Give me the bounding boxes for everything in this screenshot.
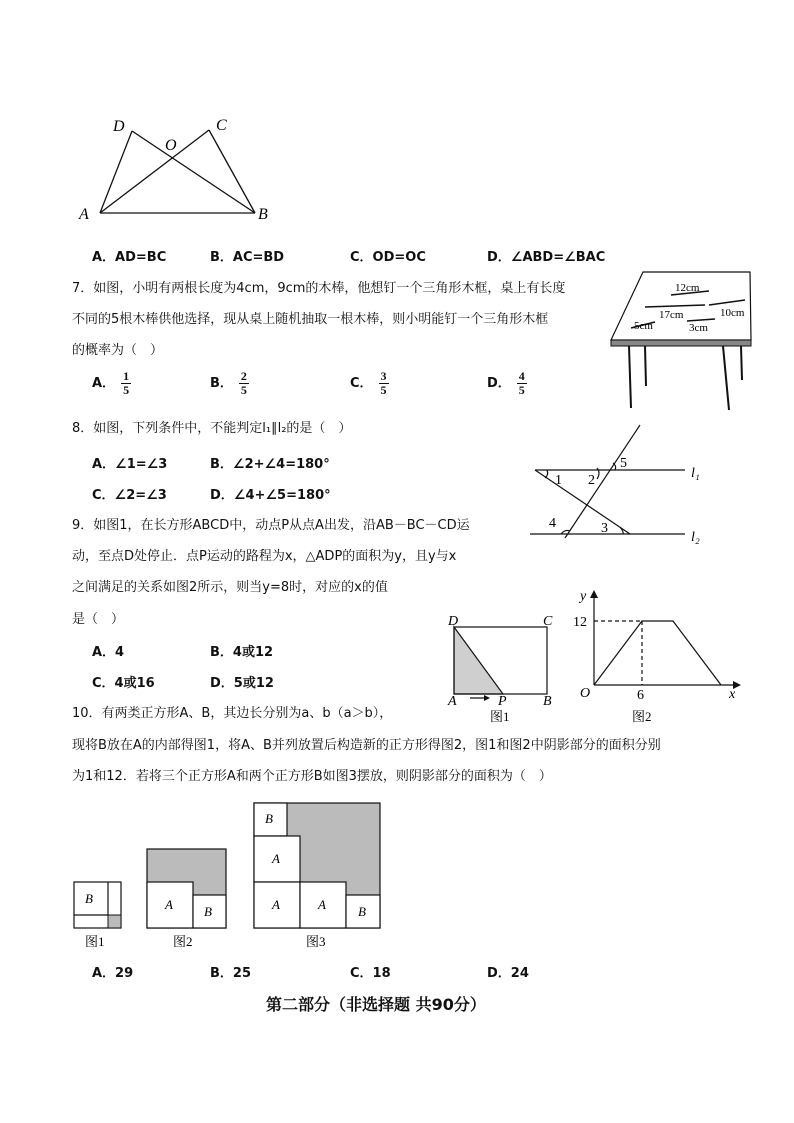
q9-stem-line2: 动，至点D处停止．点P运动的路程为x，△ADP的面积为y，且y与x [72,549,457,564]
q10-figure-3 [254,803,380,949]
q9-option-c[interactable]: C．4或16 [92,676,155,691]
q8-stem: 8．如图，下列条件中，不能判定l₁∥l₂的是（ ） [72,421,352,436]
fig2-square-A: A [165,897,173,912]
q7-option-d[interactable] [487,370,527,397]
axis-label-y: y [580,589,587,604]
angle-label-4: 4 [549,516,556,531]
fig3-square-A-right: A [318,897,326,912]
q9-stem-line3: 之间满足的关系如图2所示，则当y=8时，对应的x的值 [72,580,388,595]
q6-option-a[interactable]: A．AD=BC [92,250,167,265]
fig2-caption: 图2 [632,709,652,724]
q6-label-D: D [113,118,125,135]
fig2-square-B: B [204,904,212,919]
q7-table-figure [605,268,760,416]
q9-figure-2 [570,588,745,728]
fraction-numerator: 2 [240,369,247,383]
origin-label: O [580,686,591,701]
q7-option-d-letter: D． [487,376,511,391]
fraction-numerator: 1 [123,369,130,383]
fig1-caption: 图1 [490,709,510,724]
q8-option-a[interactable]: A．∠1=∠3 [92,457,168,472]
q6-label-C: C [216,117,227,134]
q6-option-d[interactable]: D．∠ABD=∠BAC [487,250,606,265]
q10-option-b[interactable]: B．25 [210,966,251,981]
q9-stem-line4: 是（ ） [72,612,125,627]
fig1-label-D: D [448,614,459,629]
q9-option-b[interactable]: B．4或12 [210,645,274,660]
q10-fig1-caption: 图1 [85,934,105,949]
q7-option-b[interactable] [210,370,249,397]
tick-label-6: 6 [637,688,644,703]
q7-option-d-fraction [517,370,527,397]
q7-option-c-letter: C． [350,376,373,391]
stick-label-17: 17cm [659,309,684,321]
fig3-square-B-top: B [265,811,273,826]
q10-stem-line1: 10．有两类正方形A、B，其边长分别为a、b（a＞b）， [72,706,393,721]
q6-label-B: B [258,206,268,223]
shaded-triangle [454,627,503,694]
table-edge [611,340,751,346]
fig3-square-A-mid: A [272,851,280,866]
line-label-l2: l₂ [691,530,700,545]
fig1-label-A: A [448,694,457,709]
q7-stem-line2: 不同的5根木棒供他选择，现从桌上随机抽取一根木棒，则小明能钉一个三角形木框 [72,312,549,327]
fraction-numerator: 4 [518,369,525,383]
stick-label-10: 10cm [720,307,745,319]
q7-option-a[interactable] [92,370,131,397]
fraction-numerator: 3 [380,369,387,383]
stick-label-12: 12cm [675,282,700,294]
q6-label-A: A [79,206,89,223]
q10-fig3-caption: 图3 [306,934,326,949]
q9-option-d[interactable]: D．5或12 [210,676,274,691]
fraction-denominator: 5 [123,383,130,397]
angle-label-2: 2 [588,473,595,488]
y-axis-arrow-icon [590,590,598,598]
q10-option-c[interactable]: C．18 [350,966,391,981]
fraction-denominator: 5 [240,383,247,397]
q10-stem-line2: 现将B放在A的内部得图1，将A、B并列放置后构造新的正方形得图2，图1和图2中阴影部分的面积分别 [72,738,661,753]
section-title: 第二部分（非选择题 共90分） [266,995,486,1014]
q9-stem-line1: 9．如图1，在长方形ABCD中，动点P从点A出发，沿AB－BC－CD运 [72,518,470,533]
q10-figure-1 [74,882,121,949]
fig1-square-B: B [85,891,93,906]
angle-label-1: 1 [555,473,562,488]
q6-option-c[interactable]: C．OD=OC [350,250,426,265]
q8-option-b[interactable]: B．∠2+∠4=180° [210,457,330,472]
q9-figure-1 [440,610,565,725]
angle-label-5: 5 [620,456,627,471]
fig1-label-C: C [543,614,553,629]
stick-label-5: 5cm [634,320,653,332]
fig1-label-B: B [543,694,552,709]
q7-option-a-letter: A． [92,376,116,391]
angle-label-3: 3 [601,521,608,536]
q10-fig2-caption: 图2 [173,934,193,949]
q7-stem-line1: 7．如图，小明有两根长度为4cm，9cm的木棒，他想钉一个三角形木框，桌上有长度 [72,281,566,296]
q6-figure [70,110,290,225]
fig3-square-B-bottom: B [358,904,366,919]
q10-figure-2 [147,849,226,949]
line-label-l1: l₁ [691,466,700,481]
q7-stem-line3: 的概率为（ ） [72,343,164,358]
q7-option-b-letter: B． [210,376,233,391]
q10-option-a[interactable]: A．29 [92,966,134,981]
q10-option-d[interactable]: D．24 [487,966,529,981]
q6-label-O: O [165,137,177,154]
q8-figure [525,423,715,548]
fraction-denominator: 5 [380,383,387,397]
q7-option-a-fraction [121,370,131,397]
q9-option-a[interactable]: A．4 [92,645,125,660]
q10-stem-line3: 为1和12．若将三个正方形A和两个正方形B如图3摆放，则阴影部分的面积为（ ） [72,769,552,784]
fig3-square-A-left: A [272,897,280,912]
stick-label-3: 3cm [689,322,708,334]
tick-label-12: 12 [573,615,587,630]
q7-option-b-fraction [239,370,249,397]
q8-option-c[interactable]: C．∠2=∠3 [92,488,167,503]
q8-option-d[interactable]: D．∠4+∠5=180° [210,488,331,503]
q7-option-c-fraction [379,370,389,397]
fig1-label-P: P [498,694,507,709]
q10-figures [65,795,395,955]
q7-option-c[interactable] [350,370,389,397]
fraction-denominator: 5 [518,383,525,397]
arrow-right-icon [484,695,490,701]
q6-option-b[interactable]: B．AC=BD [210,250,285,265]
axis-label-x: x [729,687,736,702]
